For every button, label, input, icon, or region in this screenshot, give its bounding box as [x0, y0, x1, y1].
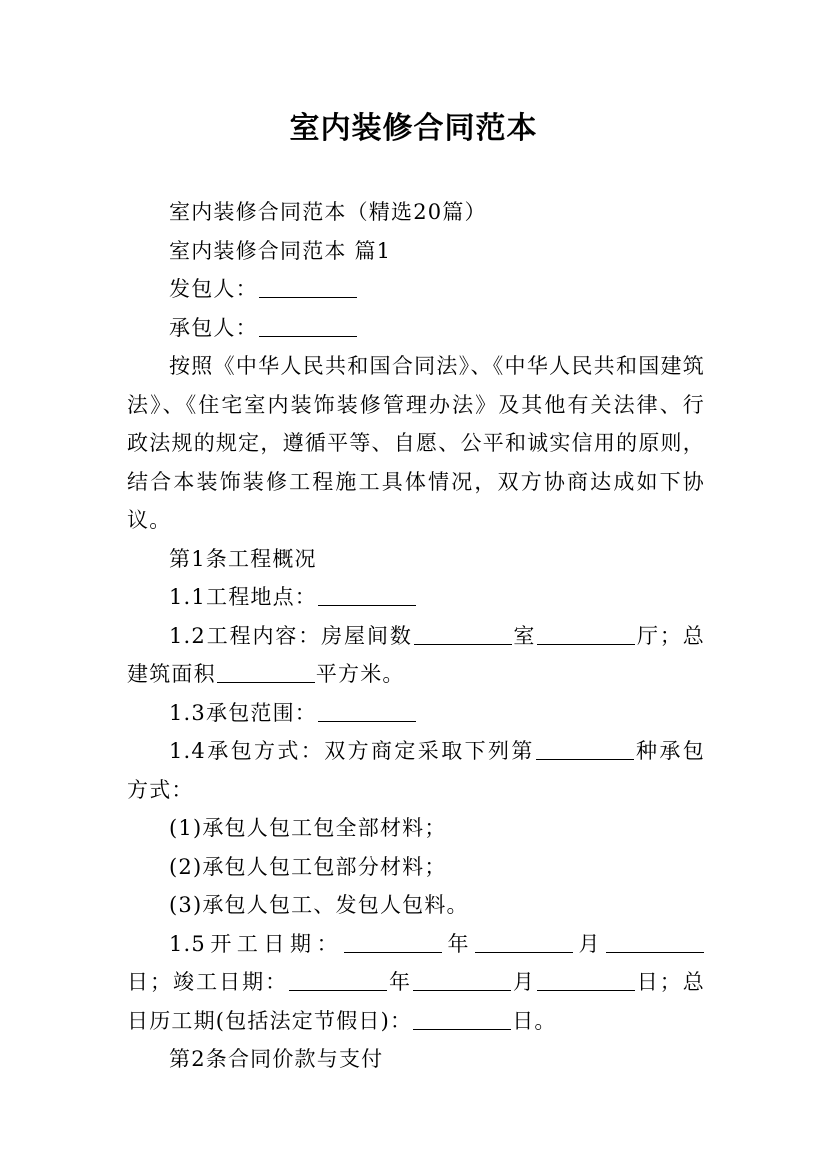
year-label-2: 年 [388, 970, 413, 994]
halls-blank [537, 625, 635, 645]
item-1-2-text-b: 室 [512, 623, 537, 648]
party-b-blank [259, 317, 357, 337]
method-blank [536, 740, 634, 760]
location-blank [318, 586, 416, 606]
party-b-label: 承包人： [169, 315, 258, 340]
section-heading: 室内装修合同范本 篇1 [169, 238, 392, 263]
completion-date-label: 竣工日期： [172, 970, 289, 994]
day-label: 日； [127, 970, 173, 994]
article-1-heading: 第1条工程概况 [169, 546, 317, 571]
preamble-paragraph: 按照《中华人民共和国合同法》、《中华人民共和国建筑法》、《住宅室内装饰装修管理办法》及其他有关法律、行政法规的规定，遵循平等、自愿、公平和诚实信用的原则，结合本装饰装修工程施工具体情况，双方协商达成如下协议。 [127, 354, 705, 532]
total-period-label: 日；总日历工期(包括法定节假日)： [127, 970, 706, 1033]
item-1-4 [127, 732, 705, 809]
rooms-blank [414, 625, 512, 645]
month-label: 月 [574, 931, 605, 956]
subtitle: 室内装修合同范本（精选20篇） [169, 200, 487, 224]
area-blank [217, 663, 315, 683]
party-a-label: 发包人： [169, 277, 258, 301]
option-1: (1)承包人包工包全部材料； [169, 816, 447, 840]
end-day-blank [537, 971, 635, 991]
start-date-label: 1.5开工日期： [169, 931, 344, 956]
article-2-heading: 第2条合同价款与支付 [169, 1047, 384, 1071]
month-label-2: 月 [512, 970, 536, 994]
item-1-3 [127, 694, 705, 733]
scope-blank [318, 702, 416, 722]
option-3: (3)承包人包工、发包人包料。 [169, 893, 469, 917]
start-month-blank [475, 933, 573, 953]
item-1-2-text-a: 1.2工程内容：房屋间数 [169, 623, 413, 648]
total-days-blank [413, 1010, 511, 1030]
party-a-line [127, 270, 705, 309]
item-1-1-label: 1.1工程地点： [169, 585, 317, 609]
party-b-line [127, 309, 705, 348]
days-end-label: 日。 [512, 1008, 557, 1033]
party-a-blank [259, 278, 357, 298]
item-1-3-label: 1.3承包范围： [169, 700, 317, 725]
item-1-2 [127, 617, 705, 694]
item-1-1 [127, 578, 705, 617]
item-1-4-text-a: 1.4承包方式：双方商定采取下列第 [169, 739, 535, 763]
document-title: 室内装修合同范本 [289, 111, 538, 146]
document-body [127, 193, 705, 1079]
end-month-blank [413, 971, 511, 991]
start-day-blank [606, 933, 704, 953]
item-1-2-text-d: 平方米。 [315, 662, 405, 686]
item-1-5 [127, 925, 705, 1041]
start-year-blank [344, 933, 442, 953]
item-1-4-text-b: 种承包方式： [127, 739, 705, 802]
end-year-blank [289, 971, 387, 991]
option-2: (2)承包人包工包部分材料； [169, 854, 447, 879]
item-1-2-text-c: 厅；总建筑面积 [127, 623, 706, 686]
year-label: 年 [443, 931, 475, 956]
